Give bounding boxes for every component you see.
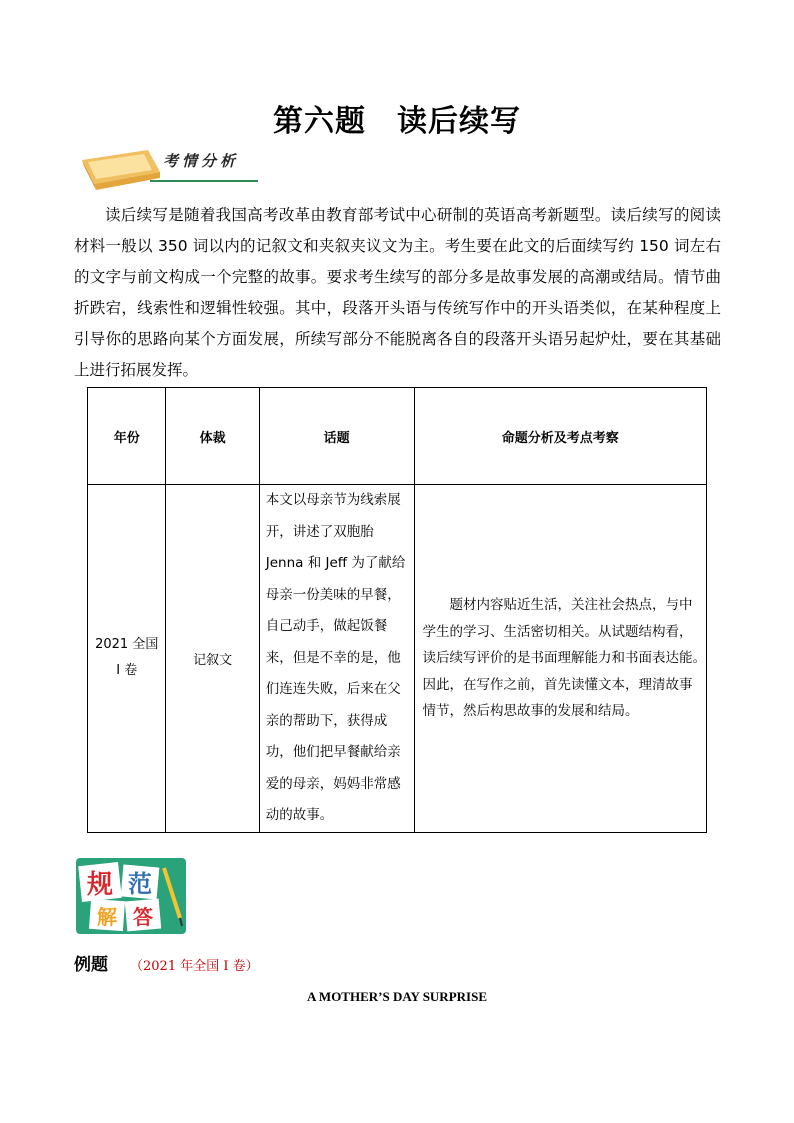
- page-title: 第六题 读后续写: [273, 104, 521, 139]
- table-header-row: [88, 388, 707, 485]
- analysis-line: 题材内容贴近生活，关注社会热点，与中: [449, 597, 693, 613]
- cell-analysis: [414, 485, 707, 833]
- header-year: 年份: [88, 388, 166, 485]
- standard-answer-badge: [76, 858, 186, 934]
- cell-year: [88, 485, 166, 833]
- analysis-line: 学生的学习、生活密切相关。从试题结构看，: [422, 623, 693, 640]
- example-label: 例题: [74, 955, 108, 975]
- analysis-line: 因此，在写作之前，首先读懂文本，理清故事: [422, 676, 693, 693]
- intro-paragraph: 读后续写是随着我国高考改革由教育部考试中心研制的英语高考新题型。读后续写的阅读材料一般以 350 词以内的记叙文和夹叙夹议文为主。考生要在此文的后面续写约 150 词左右的文字与前文构成一个完整的故事。要求考生续写的部分多是故事发展的高潮或结局。情节曲折跌宕，线索性和逻辑性较强。其中，段落开头语与传统写作中的开头语类似，在某种程度上引导你的思路向某个方面发展，所续写部分不能脱离各自的段落开头语另起炉灶，要在其基础上进行拓展发挥。: [74, 206, 721, 379]
- header-genre: 体裁: [166, 388, 259, 485]
- analysis-line: 情节，然后构思故事的发展和结局。: [422, 703, 639, 719]
- table-row: [88, 485, 707, 833]
- section-header: 考情分析: [163, 152, 240, 170]
- badge-char-3: 解: [97, 905, 117, 929]
- header-analysis: 命题分析及考点考察: [414, 388, 707, 485]
- analysis-line: 读后续写评价的是书面理解能力和书面表达能。: [422, 650, 706, 666]
- year-line2: I 卷: [116, 663, 138, 679]
- year-line1: 2021 全国: [95, 637, 159, 653]
- badge-char-2: 范: [128, 870, 152, 898]
- story-title: A MOTHER’S DAY SURPRISE: [307, 989, 487, 1004]
- cell-topic: 本文以母亲节为线索展开，讲述了双胞胎 Jenna 和 Jeff 为了献给母亲一份美味的早餐，自己动手，做起饭餐来，但是不幸的是，他们连连失败，后来在父亲的帮助下，获得成功，他们把早餐献给亲爱的母亲，妈妈非常感动的故事。: [259, 485, 414, 833]
- badge-char-4: 答: [133, 905, 153, 929]
- exam-analysis-table: [87, 387, 707, 833]
- badge-char-1: 规: [86, 870, 114, 900]
- header-topic: 话题: [259, 388, 414, 485]
- example-source: （2021 年全国 I 卷）: [130, 959, 259, 974]
- cell-genre: 记叙文: [166, 485, 259, 833]
